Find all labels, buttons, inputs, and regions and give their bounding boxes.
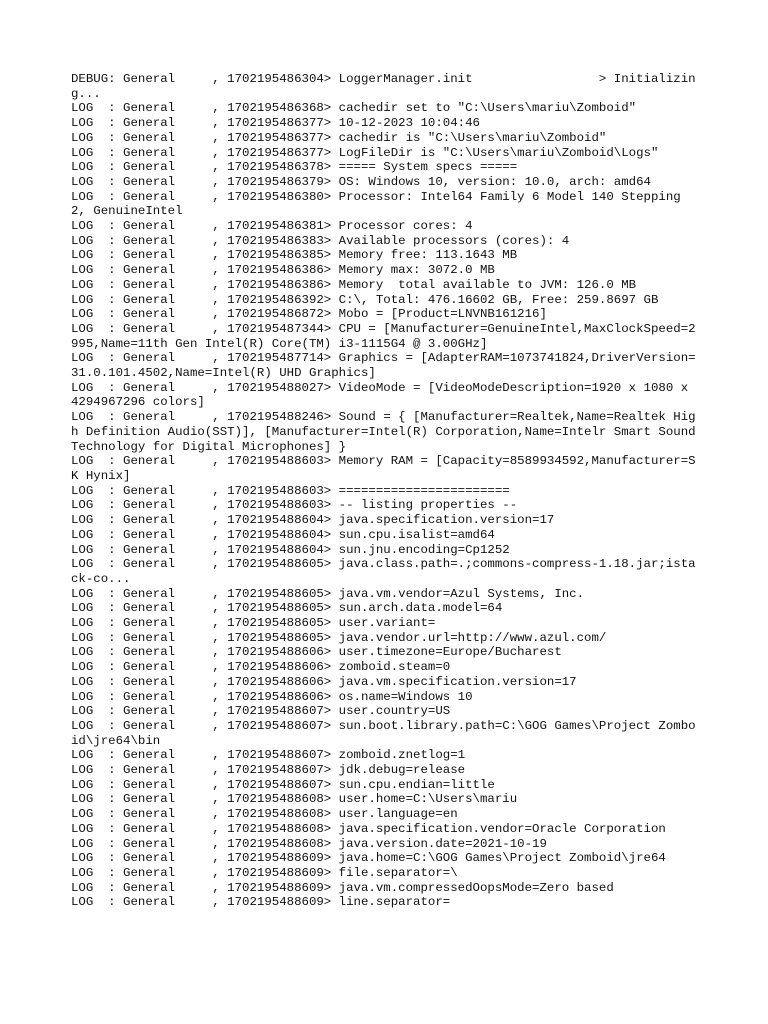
log-document (71, 72, 704, 910)
log-line: LOG : General , 1702195488603> ======================= (71, 483, 510, 498)
log-line: LOG : General , 1702195488246> Sound = { [Manufacturer=Realtek,Name=Realtek High Definition Audio(SST)], [Manufacturer=Intel(R) Corporation,Name=Intelr Smart Sound Technology for Digital Microphones] } (71, 410, 704, 454)
log-line: LOG : General , 1702195488605> java.class.path=.;commons-compress-1.18.jar;istack-co... (71, 557, 696, 586)
log-line: LOG : General , 1702195488608> java.version.date=2021-10-19 (71, 836, 547, 851)
log-line: LOG : General , 1702195488027> VideoMode = [VideoModeDescription=1920 x 1080 x 4294967296 colors] (71, 380, 696, 410)
log-line: LOG : General , 1702195488604> java.specification.version=17 (71, 513, 555, 528)
log-line: LOG : General , 1702195486380> Processor: Intel64 Family 6 Model 140 Stepping 2, GenuineIntel (71, 189, 689, 219)
log-line: LOG : General , 1702195488606> zomboid.steam=0 (71, 660, 451, 675)
log-line: LOG : General , 1702195486378> ===== System specs ===== (71, 160, 518, 175)
log-line: LOG : General , 1702195486381> Processor cores: 4 (71, 219, 473, 234)
log-line: LOG : General , 1702195486386> Memory max: 3072.0 MB (71, 263, 495, 278)
log-line: LOG : General , 1702195486377> 10-12-2023 10:04:46 (71, 116, 480, 131)
log-line: LOG : General , 1702195488603> Memory RAM = [Capacity=8589934592,Manufacturer=SK Hynix] (71, 454, 696, 483)
log-line: LOG : General , 1702195488604> sun.jnu.encoding=Cp1252 (71, 542, 510, 557)
log-line: LOG : General , 1702195486379> OS: Windows 10, version: 10.0, arch: amd64 (71, 174, 651, 189)
log-line: LOG : General , 1702195486377> cachedir is "C:\Users\mariu\Zomboid" (71, 130, 607, 145)
log-line: LOG : General , 1702195488607> zomboid.znetlog=1 (71, 748, 466, 763)
log-line: LOG : General , 1702195486392> C:\, Total: 476.16602 GB, Free: 259.8697 GB (71, 292, 659, 307)
log-line: LOG : General , 1702195488607> jdk.debug=release (71, 763, 466, 778)
log-line: LOG : General , 1702195488605> java.vendor.url=http://www.azul.com/ (71, 630, 607, 645)
log-line: LOG : General , 1702195487714> Graphics = [AdapterRAM=1073741824,DriverVersion=31.0.101.4502,Name=Intel(R) UHD Graphics] (71, 351, 696, 381)
log-line: LOG : General , 1702195488605> sun.arch.data.model=64 (71, 601, 503, 616)
log-line: LOG : General , 1702195486377> LogFileDir is "C:\Users\mariu\Zomboid\Logs" (71, 145, 659, 160)
log-line: LOG : General , 1702195487344> CPU = [Manufacturer=GenuineIntel,MaxClockSpeed=2995,Name=11th Gen Intel(R) Core(TM) i3-1115G4 @ 3.00GHz] (71, 321, 696, 351)
log-line: LOG : General , 1702195486385> Memory free: 113.1643 MB (71, 248, 518, 263)
log-line: LOG : General , 1702195486386> Memory total available to JVM: 126.0 MB (71, 277, 637, 292)
log-line: LOG : General , 1702195488607> sun.boot.library.path=C:\GOG Games\Project Zomboid\jre64\bin (71, 718, 696, 748)
log-line: LOG : General , 1702195488609> line.separator= (71, 895, 451, 910)
log-line: LOG : General , 1702195488608> user.language=en (71, 807, 458, 822)
log-line: LOG : General , 1702195488609> file.separator=\ (71, 865, 458, 880)
log-line: LOG : General , 1702195488609> java.home=C:\GOG Games\Project Zomboid\jre64 (71, 851, 666, 866)
log-line: LOG : General , 1702195488604> sun.cpu.isalist=amd64 (71, 527, 495, 542)
log-line: LOG : General , 1702195488608> user.home=C:\Users\mariu (71, 792, 518, 807)
log-line: LOG : General , 1702195488608> java.specification.vendor=Oracle Corporation (71, 821, 666, 836)
log-line: LOG : General , 1702195488609> java.vm.compressedOopsMode=Zero based (71, 880, 614, 895)
log-line: LOG : General , 1702195488607> user.country=US (71, 704, 451, 719)
log-line: LOG : General , 1702195486383> Available processors (cores): 4 (71, 233, 570, 248)
log-line: LOG : General , 1702195486872> Mobo = [Product=LNVNB161216] (71, 307, 547, 322)
log-line: LOG : General , 1702195488606> java.vm.specification.version=17 (71, 674, 577, 689)
log-line: LOG : General , 1702195488605> user.variant= (71, 616, 436, 631)
log-line: LOG : General , 1702195488605> java.vm.vendor=Azul Systems, Inc. (71, 586, 585, 601)
log-line: LOG : General , 1702195488607> sun.cpu.endian=little (71, 777, 495, 792)
log-line: DEBUG: General , 1702195486304> LoggerManager.init > Initializing... (71, 72, 696, 101)
log-line: LOG : General , 1702195486368> cachedir set to "C:\Users\mariu\Zomboid" (71, 101, 637, 116)
log-line: LOG : General , 1702195488606> os.name=Windows 10 (71, 689, 473, 704)
log-line: LOG : General , 1702195488603> -- listing properties -- (71, 498, 518, 513)
log-line: LOG : General , 1702195488606> user.timezone=Europe/Bucharest (71, 645, 562, 660)
